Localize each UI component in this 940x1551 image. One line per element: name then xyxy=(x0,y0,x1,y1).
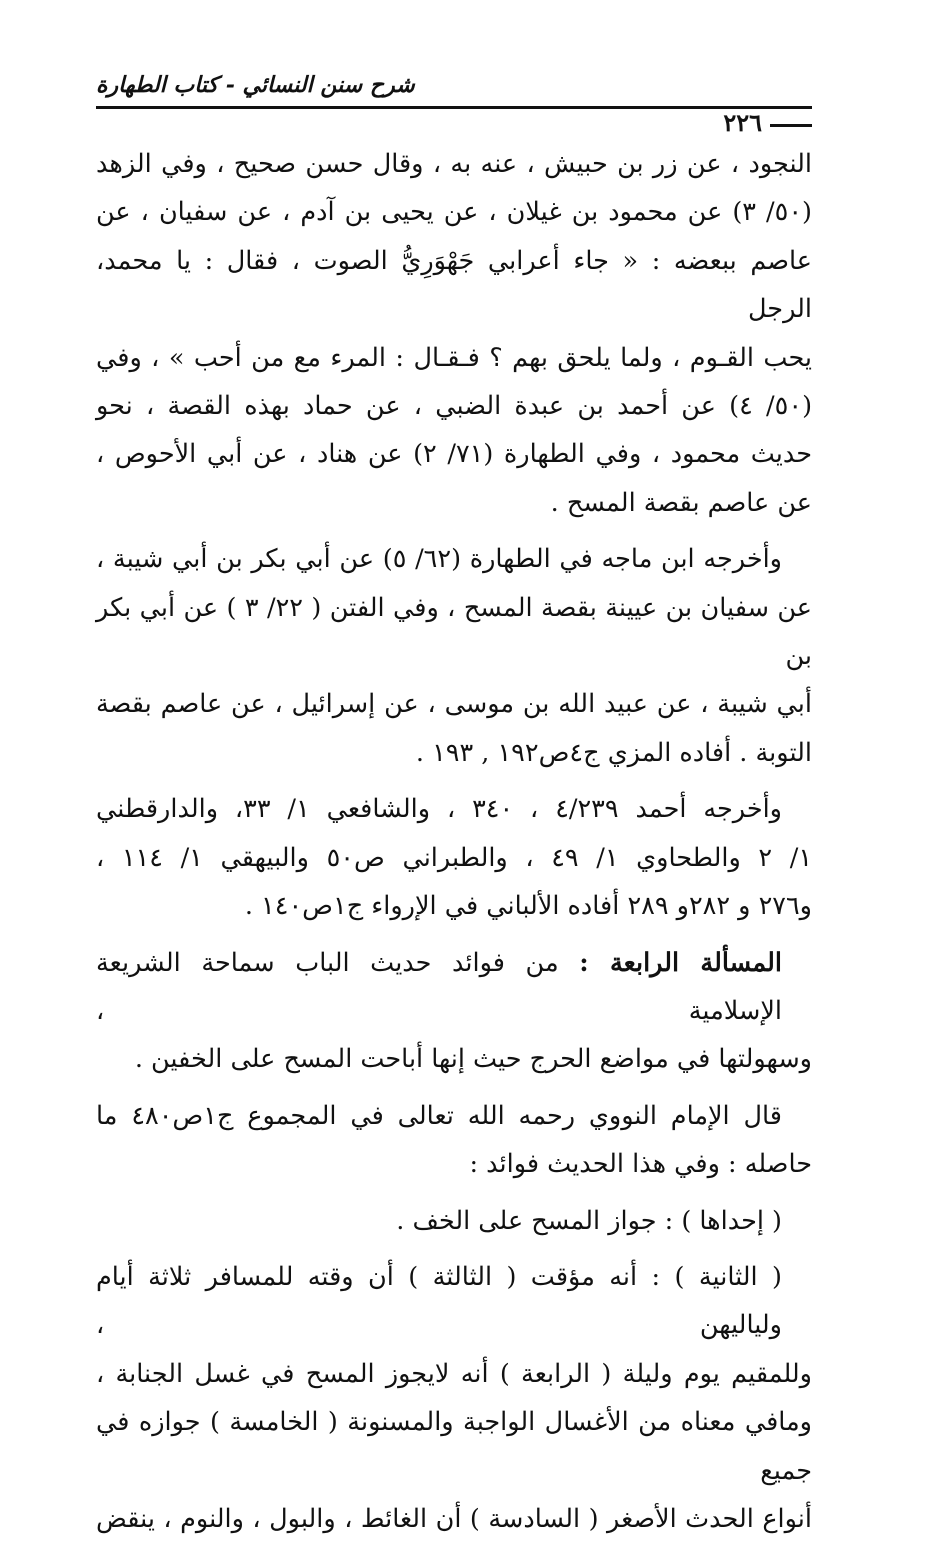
text-line xyxy=(96,479,812,527)
line-text: وسهولتها في مواضع الحرج حيث إنها أباحت المسح على الخفين . xyxy=(134,1044,812,1075)
line-text: أبي شيبة ، عن عبيد الله بن موسى ، عن إسرائيل ، عن عاصم بقصة xyxy=(96,689,812,720)
line-text: يحب القـوم ، ولما يلحق بهم ؟ فـقـال : المرء مع من أحب » ، وفي xyxy=(96,342,812,373)
page-header xyxy=(96,72,812,137)
text-line xyxy=(96,535,812,583)
text-line xyxy=(96,834,812,882)
section-lead: المسألة الرابعة : xyxy=(579,947,782,978)
text-line xyxy=(96,1495,812,1543)
text-line xyxy=(96,680,812,728)
text-line xyxy=(96,785,812,833)
text-line xyxy=(96,237,812,334)
paragraph xyxy=(96,1197,812,1245)
line-text: ١/ ٢ والطحاوي ١/ ٤٩ ، والطبراني ص٥٠ والبيهقي ١/ ١١٤ ، xyxy=(96,842,813,873)
text-line xyxy=(96,188,812,236)
header-rule xyxy=(96,106,812,109)
line-text: قال الإمام النووي رحمه الله تعالى في المجموع ج١ص٤٨٠ ما xyxy=(96,1100,782,1131)
text-line xyxy=(96,1092,812,1140)
text-line xyxy=(96,334,812,382)
paragraph xyxy=(96,785,812,930)
line-text: أنواع الحدث الأصغر ( السادسة ) أن الغائط ، والبول ، والنوم ، ينقض xyxy=(96,1503,812,1534)
line-text: وللمقيم يوم وليلة ( الرابعة ) أنه لايجوز المسح في غسل الجنابة ، xyxy=(96,1358,812,1389)
page-number-dash xyxy=(770,124,812,127)
text-line xyxy=(96,882,812,930)
paragraph xyxy=(96,535,812,777)
text-line xyxy=(96,1398,812,1495)
line-text: ومافي معناه من الأغسال الواجبة والمسنونة ( الخامسة ) جوازه في جميع xyxy=(96,1407,812,1486)
line-text: (٥٠/ ٣) عن محمود بن غيلان ، عن يحيى بن آدم ، عن سفيان ، عن xyxy=(96,197,812,228)
text-line xyxy=(96,1035,812,1083)
line-text: ( إحداها ) : جواز المسح على الخف . xyxy=(396,1205,782,1236)
text-line xyxy=(96,1253,812,1350)
text-line xyxy=(96,140,812,188)
text-line xyxy=(96,584,812,681)
line-text: (٥٠/ ٤) عن أحمد بن عبدة الضبي ، عن حماد بهذه القصة ، نحو xyxy=(96,391,813,422)
line-text: حديث محمود ، وفي الطهارة (٧١/ ٢) عن هناد ، عن أبي الأحوص ، xyxy=(96,439,812,470)
line-text: من فوائد حديث الباب سماحة الشريعة الإسلامية ، xyxy=(96,947,782,1026)
text-line xyxy=(96,430,812,478)
line-text: حاصله : وفي هذا الحديث فوائد : xyxy=(469,1149,812,1180)
line-text: عاصم ببعضه : « جاء أعرابي جَهْوَرِيُّ الصوت ، فقال : يا محمد، الرجل xyxy=(96,245,812,325)
text-line xyxy=(96,939,812,1036)
page-number: ٢٢٦ xyxy=(723,108,762,137)
line-text: وأخرجه ابن ماجه في الطهارة (٦٢/ ٥) عن أبي بكر بن أبي شيبة ، xyxy=(96,544,783,575)
paragraph xyxy=(96,1253,812,1543)
line-text: عن سفيان بن عيينة بقصة المسح ، وفي الفتن ( ٢٢/ ٣ ) عن أبي بكر بن xyxy=(96,592,812,672)
paragraph xyxy=(96,140,812,527)
line-text: التوبة . أفاده المزي ج٤ص١٩٢ , ١٩٣ . xyxy=(415,737,812,768)
line-text: عن عاصم بقصة المسح . xyxy=(550,487,812,518)
text-line xyxy=(96,1350,812,1398)
line-text: ( الثانية ) : أنه مؤقت ( الثالثة ) أن وقته للمسافر ثلاثة أيام ولياليهن ، xyxy=(96,1261,782,1341)
paragraph xyxy=(96,1092,812,1189)
line-text: و٢٧٦ و ٢٨٢و ٢٨٩ أفاده الألباني في الإرواء ج١ص١٤٠ . xyxy=(244,891,812,922)
text-line xyxy=(96,1197,812,1245)
text-line xyxy=(96,382,812,430)
running-title: شرح سنن النسائي - كتاب الطهارة xyxy=(96,72,415,98)
text-line xyxy=(96,729,812,777)
paragraph xyxy=(96,939,812,1084)
text-line xyxy=(96,1140,812,1188)
body-text xyxy=(96,140,812,1551)
line-text: النجود ، عن زر بن حبيش ، عنه به ، وقال حسن صحيح ، وفي الزهد xyxy=(96,149,812,179)
line-text: وأخرجه أحمد ٤/٢٣٩ ، ٣٤٠ ، والشافعي ١/ ٣٣، والدارقطني xyxy=(96,794,782,825)
